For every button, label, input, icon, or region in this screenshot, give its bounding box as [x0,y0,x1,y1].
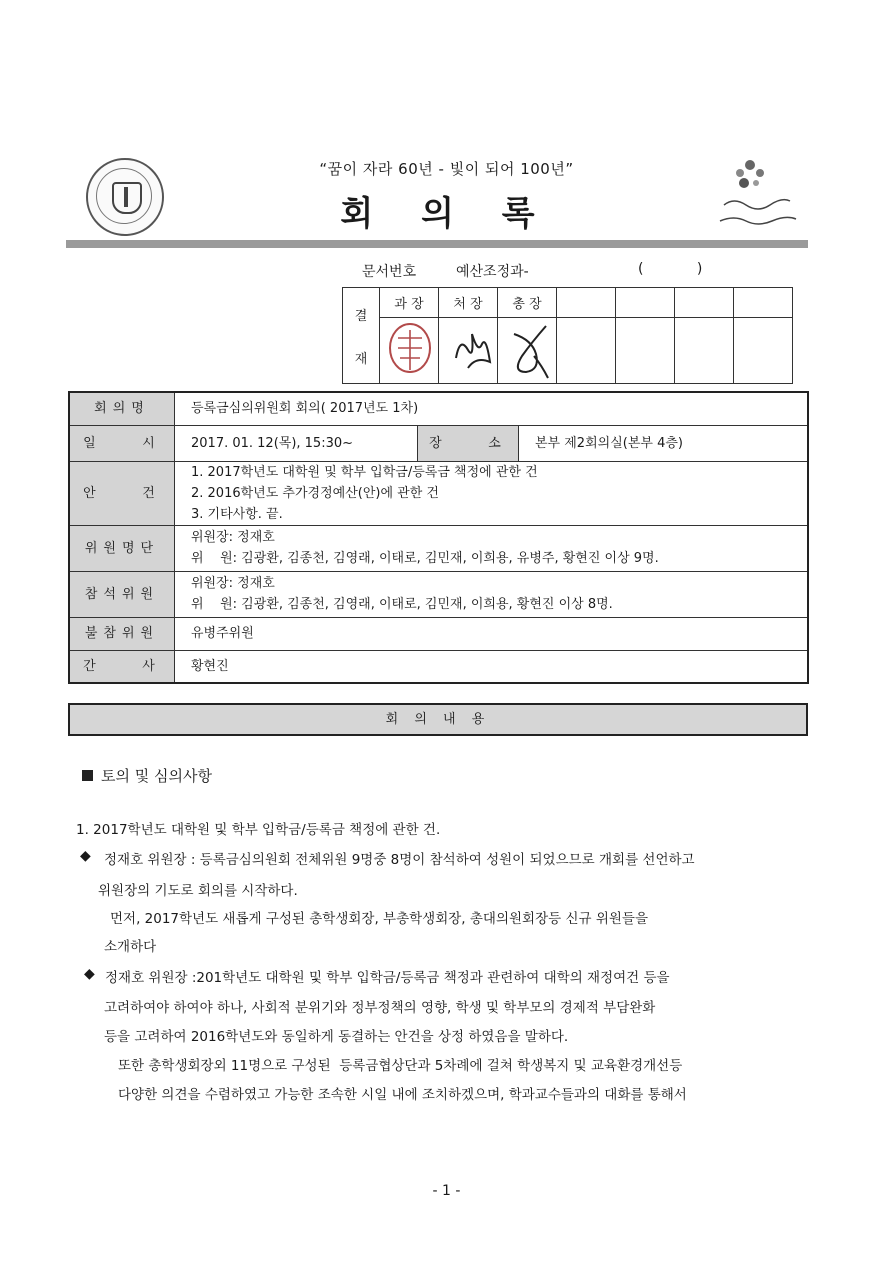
datetime: 2017. 01. 12(목), 15:30~ [175,425,418,461]
approval-role: 총 장 [498,288,557,318]
absent: 유병주위원 [175,617,809,650]
doc-number-paren: ( ) [638,261,703,277]
paragraph-line: 다양한 의견을 수렴하였고 가능한 조속한 시일 내에 조치하겠으며, 학과교수들과의 대화를 통해서 [118,1087,687,1103]
content-header: 회 의 내 용 [68,703,808,736]
doc-number-label: 문서번호 [362,264,417,280]
attendees-label: 참석위원 [69,571,175,617]
approval-side-label: 결 재 [343,288,380,384]
paragraph-line: 정재호 위원장 :201학년도 대학원 및 학부 입학금/등록금 책정과 관련하여 대학의 재정여건 등을 [105,970,670,986]
members: 위원장: 정재호 위 원: 김광환, 김종천, 김영래, 이태로, 김민재, 이희용, 유병주, 황현진 이상 9명. [175,525,809,571]
diamond-bullet-icon: ◆ [84,966,95,982]
datetime-label: 일 시 [69,425,175,461]
page-title: 회 의 록 [340,194,553,234]
agenda-label: 안 건 [69,461,175,525]
agenda [175,461,809,525]
approval-role: 과 장 [380,288,439,318]
members-label: 위원명단 [69,525,175,571]
secretary: 황현진 [175,650,809,683]
paragraph-line: 등을 고려하여 2016학년도와 동일하게 동결하는 안건을 상정 하였음을 말하다. [104,1029,569,1045]
square-bullet-icon [82,770,93,781]
page-number: - 1 - [432,1183,461,1199]
slogan: “꿈이 자라 60년 - 빛이 되어 100년” [319,160,574,178]
president-signature [508,320,560,382]
manager-stamp [386,320,436,376]
director-signature [448,318,500,378]
absent-label: 불참위원 [69,617,175,650]
agenda-item: 3. 기타사항. 끝. [191,506,283,522]
paragraph-line: 먼저, 2017학년도 새롭게 구성된 총학생회장, 부총학생회장, 총대의원회장등 신규 위원들을 [110,911,648,927]
paragraph-line: 고려하여야 하여야 하나, 사회적 분위기와 정부정책의 영향, 학생 및 학부모의 경제적 부담완화 [104,1000,656,1016]
paragraph-line: 소개하다 [104,939,157,955]
diamond-bullet-icon: ◆ [80,848,91,864]
section-title: 토의 및 심의사항 [82,765,212,786]
meeting-name-label: 회의명 [69,392,175,425]
secretary-label: 간 사 [69,650,175,683]
attendees: 위원장: 정재호 위 원: 김광환, 김종천, 김영래, 이태로, 김민재, 이희용, 황현진 이상 8명. [175,571,809,617]
paragraph-line: 위원장의 기도로 회의를 시작하다. [98,883,298,899]
agenda-item: 2. 2016학년도 추가경정예산(안)에 관한 건 [191,485,439,501]
paragraph-line: 또한 총학생회장외 11명으로 구성된 등록금협상단과 5차례에 걸쳐 학생복지 및 교육환경개선등 [118,1058,683,1074]
approval-role: 처 장 [439,288,498,318]
meeting-info-table [68,391,809,684]
meeting-name: 등록금심의위원회 회의( 2017년도 1차) [175,392,809,425]
item-title: 1. 2017학년도 대학원 및 학부 입학금/등록금 책정에 관한 건. [76,822,441,838]
place-label: 장 소 [418,425,519,461]
place: 본부 제2회의실(본부 4층) [519,425,809,461]
doc-number-value: 예산조정과- [456,264,529,280]
paragraph-line: 정재호 위원장 : 등록금심의원회 전체위원 9명중 8명이 참석하여 성원이 되었으므로 개회를 선언하고 [104,852,695,868]
title-underline [66,240,808,248]
agenda-item: 1. 2017학년도 대학원 및 학부 입학금/등록금 책정에 관한 건 [191,464,538,480]
